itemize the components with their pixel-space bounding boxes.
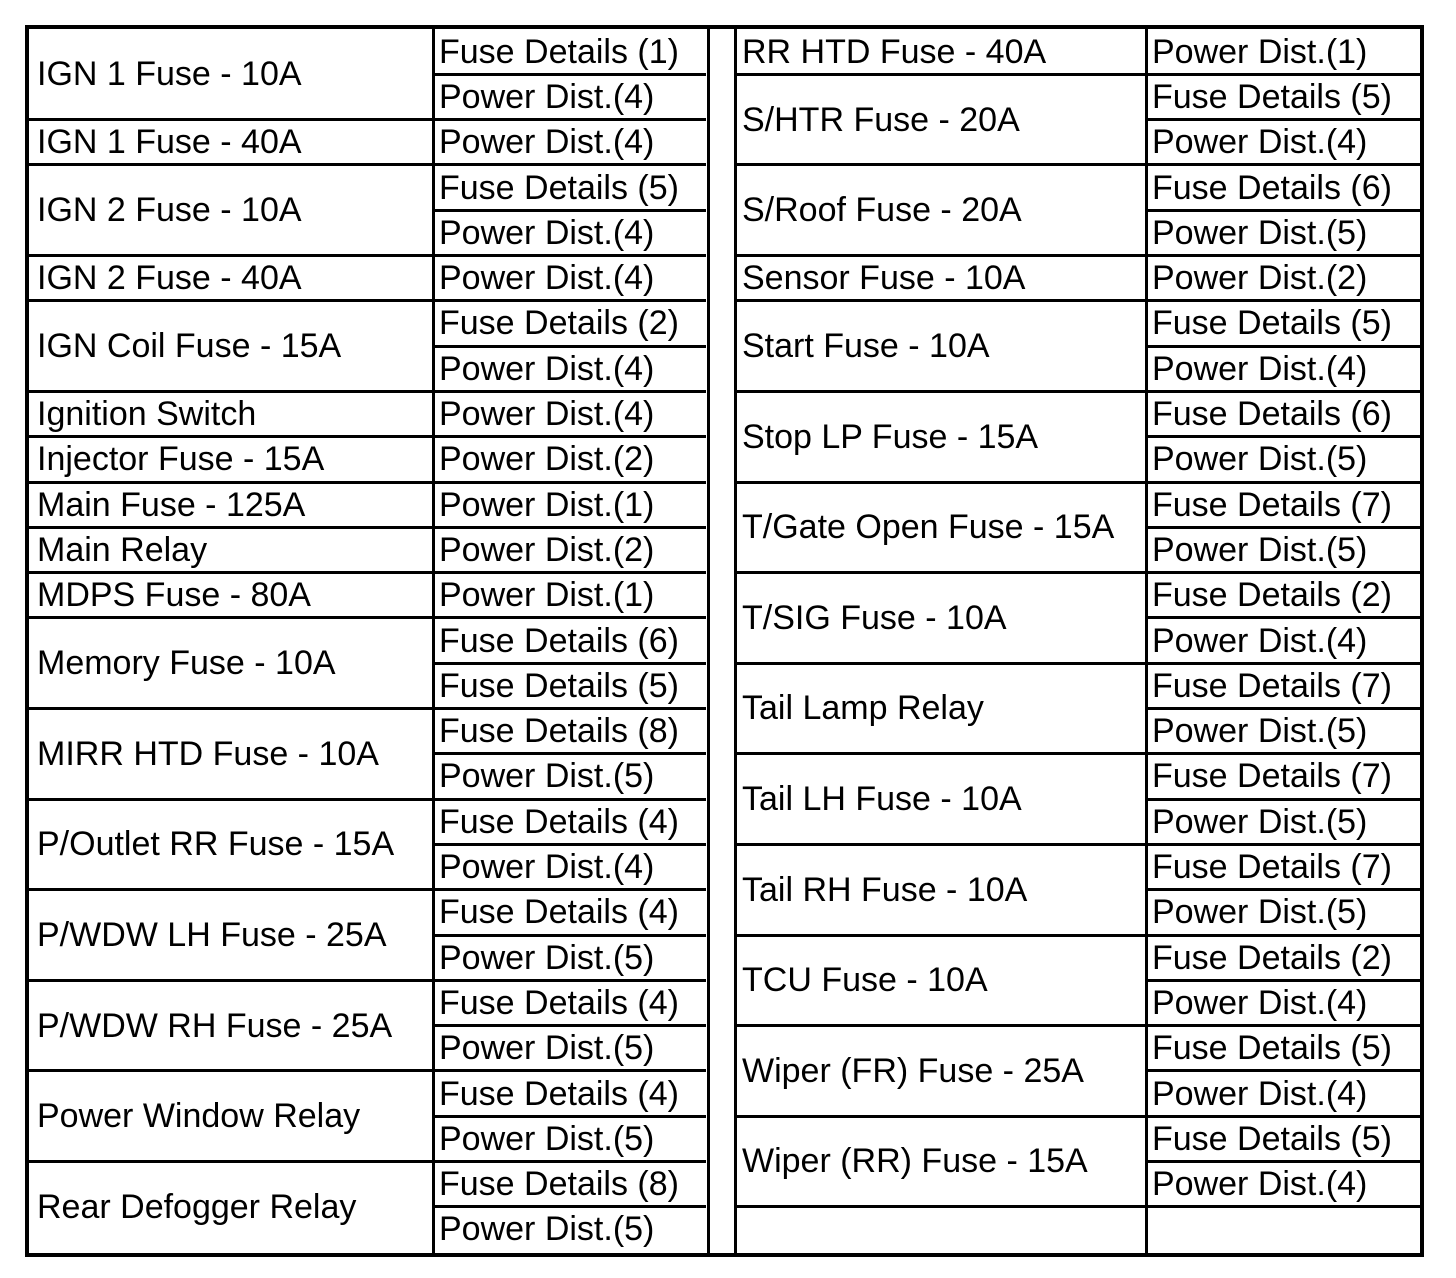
reference-cell: Fuse Details (5) [439, 168, 679, 207]
reference-cell: Power Dist.(2) [1152, 259, 1368, 298]
component-name: RR HTD Fuse - 40A [742, 32, 1047, 71]
reference-cell: Power Dist.(4) [439, 848, 655, 887]
sub-row-divider [1146, 979, 1420, 982]
reference-cell: Power Dist.(5) [439, 1119, 655, 1158]
sub-row-divider [433, 1115, 706, 1118]
reference-cell: Fuse Details (6) [439, 621, 679, 660]
component-name: Wiper (FR) Fuse - 25A [742, 1051, 1084, 1090]
sub-row-divider [1146, 345, 1420, 348]
reference-cell: Fuse Details (8) [439, 712, 679, 751]
component-name: Wiper (RR) Fuse - 15A [742, 1142, 1088, 1181]
reference-cell: Power Dist.(5) [1152, 893, 1368, 932]
component-name: Tail RH Fuse - 10A [742, 870, 1028, 909]
component-name: IGN 2 Fuse - 10A [37, 191, 302, 230]
sub-row-divider [1146, 798, 1420, 801]
component-name: Injector Fuse - 15A [37, 440, 325, 479]
reference-cell: Power Dist.(5) [439, 1210, 655, 1249]
component-name: Start Fuse - 10A [742, 327, 990, 366]
sub-row-divider [1146, 209, 1420, 212]
reference-cell: Power Dist.(4) [439, 349, 655, 388]
reference-cell: Power Dist.(4) [1152, 1074, 1368, 1113]
column-gap-left-border [707, 29, 710, 1253]
sub-row-divider [433, 752, 706, 755]
component-name: Sensor Fuse - 10A [742, 259, 1026, 298]
reference-cell: Power Dist.(5) [1152, 530, 1368, 569]
reference-cell: Fuse Details (2) [1152, 576, 1392, 615]
reference-cell: Power Dist.(4) [1152, 349, 1368, 388]
reference-cell: Fuse Details (7) [1152, 666, 1392, 705]
sub-row-divider [433, 662, 706, 665]
component-name: P/WDW RH Fuse - 25A [37, 1006, 393, 1045]
reference-cell: Power Dist.(1) [439, 576, 655, 615]
component-name: S/Roof Fuse - 20A [742, 191, 1022, 230]
sub-row-divider [1146, 1069, 1420, 1072]
reference-cell: Fuse Details (6) [1152, 168, 1392, 207]
reference-cell: Fuse Details (5) [1152, 304, 1392, 343]
reference-cell: Power Dist.(4) [439, 259, 655, 298]
sub-row-divider [433, 209, 706, 212]
reference-cell: Power Dist.(4) [1152, 123, 1368, 162]
component-name: IGN Coil Fuse - 15A [37, 327, 342, 366]
sub-row-divider [433, 345, 706, 348]
component-name: Main Relay [37, 530, 208, 569]
component-name: S/HTR Fuse - 20A [742, 100, 1020, 139]
component-name: Power Window Relay [37, 1097, 361, 1136]
component-name: P/WDW LH Fuse - 25A [37, 915, 387, 954]
reference-cell [1146, 1207, 1420, 1252]
reference-cell: Power Dist.(5) [439, 1029, 655, 1068]
reference-cell: Power Dist.(2) [439, 440, 655, 479]
component-name: Main Fuse - 125A [37, 485, 306, 524]
component-name [734, 1207, 1146, 1252]
component-name: Memory Fuse - 10A [37, 644, 336, 683]
sub-row-divider [1146, 526, 1420, 529]
component-name: IGN 1 Fuse - 40A [37, 123, 302, 162]
reference-cell: Fuse Details (2) [1152, 938, 1392, 977]
reference-cell: Power Dist.(1) [1152, 32, 1368, 71]
reference-cell: Power Dist.(4) [1152, 1165, 1368, 1204]
reference-cell: Power Dist.(4) [439, 123, 655, 162]
component-name: IGN 2 Fuse - 40A [37, 259, 302, 298]
reference-cell: Power Dist.(1) [439, 485, 655, 524]
component-name: MIRR HTD Fuse - 10A [37, 734, 379, 773]
reference-cell: Power Dist.(4) [1152, 983, 1368, 1022]
reference-cell: Fuse Details (7) [1152, 848, 1392, 887]
component-name: T/SIG Fuse - 10A [742, 598, 1007, 637]
sub-row-divider [1146, 616, 1420, 619]
reference-cell: Fuse Details (5) [439, 666, 679, 705]
sub-row-divider [433, 73, 706, 76]
component-name: T/Gate Open Fuse - 15A [742, 508, 1115, 547]
reference-cell: Power Dist.(4) [439, 213, 655, 252]
reference-cell: Fuse Details (2) [439, 304, 679, 343]
sub-row-divider [433, 934, 706, 937]
component-name: P/Outlet RR Fuse - 15A [37, 825, 395, 864]
component-name: Rear Defogger Relay [37, 1187, 357, 1226]
reference-cell: Power Dist.(5) [1152, 440, 1368, 479]
reference-cell: Fuse Details (5) [1152, 77, 1392, 116]
component-name: IGN 1 Fuse - 10A [37, 55, 302, 94]
reference-cell: Fuse Details (6) [1152, 395, 1392, 434]
reference-cell: Power Dist.(5) [1152, 712, 1368, 751]
sub-row-divider [1146, 888, 1420, 891]
reference-cell: Power Dist.(4) [1152, 621, 1368, 660]
reference-cell: Fuse Details (7) [1152, 757, 1392, 796]
sub-row-divider [1146, 707, 1420, 710]
reference-cell: Power Dist.(5) [439, 938, 655, 977]
reference-cell: Fuse Details (4) [439, 1074, 679, 1113]
reference-cell: Fuse Details (5) [1152, 1119, 1392, 1158]
component-name: Tail Lamp Relay [742, 689, 984, 728]
reference-cell: Fuse Details (7) [1152, 485, 1392, 524]
reference-cell: Power Dist.(4) [439, 77, 655, 116]
reference-cell: Fuse Details (4) [439, 983, 679, 1022]
sub-row-divider [433, 1205, 706, 1208]
reference-cell: Power Dist.(4) [439, 395, 655, 434]
sub-row-divider [433, 843, 706, 846]
component-name: Ignition Switch [37, 395, 257, 434]
component-name: TCU Fuse - 10A [742, 961, 988, 1000]
reference-cell: Fuse Details (8) [439, 1165, 679, 1204]
reference-cell: Power Dist.(5) [1152, 213, 1368, 252]
reference-cell: Fuse Details (1) [439, 32, 679, 71]
reference-cell: Power Dist.(5) [1152, 802, 1368, 841]
reference-cell: Fuse Details (5) [1152, 1029, 1392, 1068]
sub-row-divider [433, 1024, 706, 1027]
reference-cell: Power Dist.(5) [439, 757, 655, 796]
reference-cell: Fuse Details (4) [439, 893, 679, 932]
component-name: Stop LP Fuse - 15A [742, 417, 1039, 456]
reference-cell: Power Dist.(2) [439, 530, 655, 569]
sub-row-divider [1146, 118, 1420, 121]
component-name: MDPS Fuse - 80A [37, 576, 311, 615]
sub-row-divider [1146, 1160, 1420, 1163]
reference-cell: Fuse Details (4) [439, 802, 679, 841]
sub-row-divider [1146, 435, 1420, 438]
component-name: Tail LH Fuse - 10A [742, 780, 1022, 819]
